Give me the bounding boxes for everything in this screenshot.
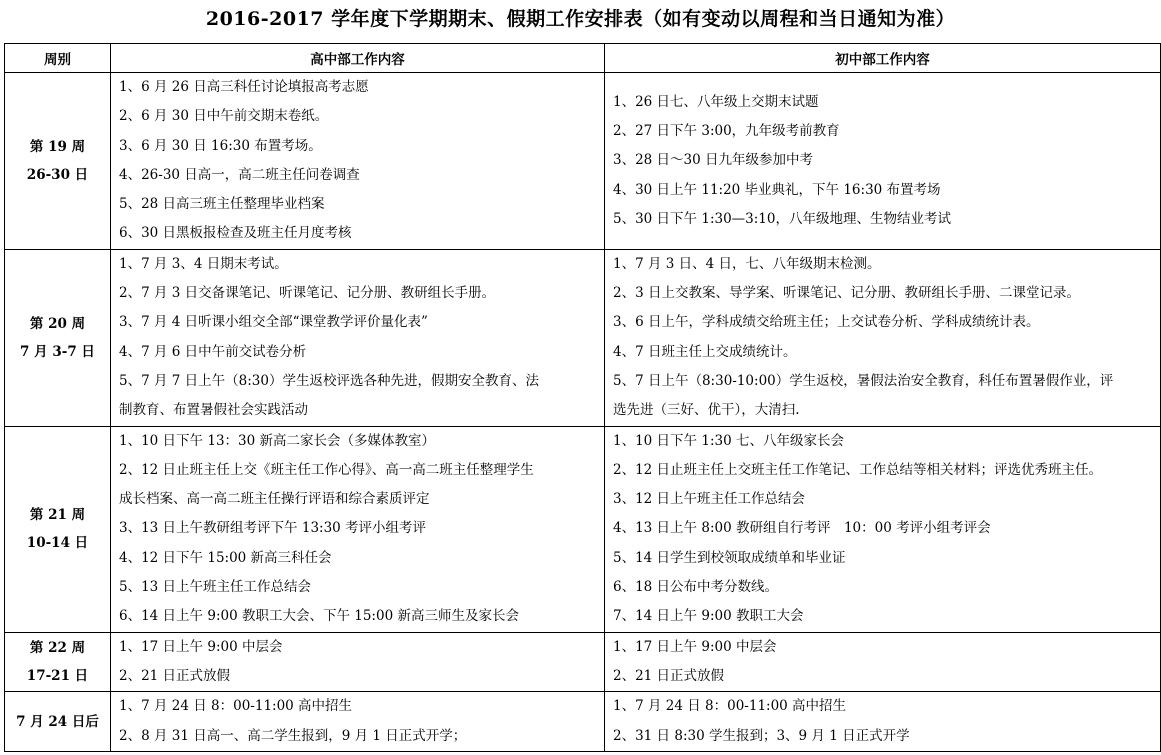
- senior-cell: [111, 73, 605, 250]
- list-item: 2、8 月 31 日高一、高二学生报到，9 月 1 日正式开学；: [119, 727, 467, 744]
- list-item: 6、14 日上午 9:00 教职工大会、下午 15:00 新高三师生及家长会: [119, 608, 519, 625]
- list-item: 2、6 月 30 日中午前交期末卷纸。: [119, 108, 329, 125]
- week-cell: [5, 73, 111, 250]
- list-item: 1、17 日上午 9:00 中层会: [613, 638, 777, 655]
- list-item: 5、7 日上午（8:30-10:00）学生返校，暑假法治安全教育，科任布置暑假作业，评: [613, 372, 1114, 389]
- junior-cell: [605, 426, 1161, 632]
- week-label: 7 月 24 日后: [16, 713, 99, 730]
- list-item: 5、14 日学生到校领取成绩单和毕业证: [613, 549, 846, 566]
- senior-cell: [111, 692, 605, 752]
- week-cell: [5, 632, 111, 692]
- week-dates: 7 月 3-7 日: [20, 343, 95, 360]
- header-week: 周别: [5, 44, 111, 73]
- list-item: 成长档案、高一高二班主任操行评语和综合素质评定: [119, 491, 430, 508]
- list-item: 1、7 月 3、4 日期末考试。: [119, 255, 288, 272]
- list-item: 4、26-30 日高一，高二班主任问卷调查: [119, 166, 360, 183]
- list-item: 1、7 月 24 日 8：00-11:00 高中招生: [613, 698, 847, 715]
- list-item: 3、6 月 30 日 16:30 布置考场。: [119, 137, 322, 154]
- list-item: 1、6 月 26 日高三科任讨论填报高考志愿: [119, 79, 369, 95]
- week-dates: 26-30 日: [26, 166, 89, 183]
- list-item: 1、7 月 3 日、4 日，七、八年级期末检测。: [613, 255, 881, 272]
- list-item: 2、27 日下午 3:00，九年级考前教育: [613, 122, 840, 139]
- week-dates: 10-14 日: [26, 535, 89, 552]
- list-item: 1、10 日下午 1:30 七、八年级家长会: [613, 432, 844, 449]
- list-item: 2、21 日正式放假: [119, 667, 231, 684]
- week-label: 第 19 周: [29, 138, 86, 155]
- list-item: 4、7 日班主任上交成绩统计。: [613, 343, 797, 360]
- list-item: 6、30 日黑板报检查及班主任月度考核: [119, 225, 352, 242]
- list-item: 2、7 月 3 日交备课笔记、听课笔记、记分册、教研组长手册。: [119, 285, 496, 302]
- table-row: [5, 692, 1161, 752]
- list-item: 2、3 日上交教案、导学案、听课笔记、记分册、教研组长手册、二课堂记录。: [613, 285, 1080, 302]
- list-item: 1、26 日七、八年级上交期末试题: [613, 93, 819, 110]
- week-label: 第 20 周: [29, 315, 86, 332]
- list-item: 4、7 月 6 日中午前交试卷分析: [119, 343, 307, 360]
- senior-cell: [111, 426, 605, 632]
- list-item: 4、13 日上午 8:00 教研组自行考评 10：00 考评小组考评会: [613, 520, 991, 537]
- list-item: 1、10 日下午 13：30 新高二家长会（多媒体教室）: [119, 432, 435, 449]
- header-junior: 初中部工作内容: [605, 44, 1161, 73]
- junior-cell: [605, 73, 1161, 250]
- schedule-table: [4, 43, 1161, 752]
- list-item: 3、12 日上午班主任工作总结会: [613, 491, 806, 508]
- week-label: 第 22 周: [29, 639, 86, 656]
- list-item: 3、6 日上午，学科成绩交给班主任；上交试卷分析、学科成绩统计表。: [613, 314, 1040, 331]
- senior-cell: [111, 249, 605, 426]
- list-item: 3、7 月 4 日听课小组交全部“课堂教学评价量化表”: [119, 314, 428, 331]
- page-title: 2016-2017 学年度下学期期末、假期工作安排表（如有变动以周程和当日通知为准）: [205, 8, 956, 30]
- week-dates: 17-21 日: [26, 667, 89, 684]
- table-row: [5, 632, 1161, 692]
- list-item: 3、28 日～30 日九年级参加中考: [613, 152, 814, 169]
- junior-cell: [605, 249, 1161, 426]
- senior-cell: [111, 632, 605, 692]
- list-item: 7、14 日上午 9:00 教职工大会: [613, 608, 804, 625]
- list-item: 制教育、布置暑假社会实践活动: [119, 402, 308, 419]
- junior-cell: [605, 692, 1161, 752]
- list-item: 1、17 日上午 9:00 中层会: [119, 638, 283, 655]
- list-item: 2、12 日止班主任上交《班主任工作心得》、高一高二班主任整理学生: [119, 461, 534, 478]
- list-item: 5、28 日高三班主任整理毕业档案: [119, 196, 325, 213]
- week-label: 第 21 周: [29, 507, 86, 524]
- table-row: [5, 73, 1161, 250]
- list-item: 2、21 日正式放假: [613, 667, 725, 684]
- list-item: 2、12 日止班主任上交班主任工作笔记、工作总结等相关材料；评选优秀班主任。: [613, 461, 1103, 478]
- junior-cell: [605, 632, 1161, 692]
- list-item: 5、7 月 7 日上午（8:30）学生返校评选各种先进，假期安全教育、法: [119, 372, 539, 389]
- week-cell: [5, 249, 111, 426]
- list-item: 1、7 月 24 日 8：00-11:00 高中招生: [119, 698, 353, 715]
- list-item: 6、18 日公布中考分数线。: [613, 579, 779, 596]
- table-row: [5, 426, 1161, 632]
- list-item: 4、30 日上午 11:20 毕业典礼，下午 16:30 布置考场: [613, 181, 941, 198]
- list-item: 3、13 日上午教研组考评下午 13:30 考评小组考评: [119, 520, 427, 537]
- list-item: 4、12 日下午 15:00 新高三科任会: [119, 549, 332, 566]
- week-cell: [5, 426, 111, 632]
- table-row: [5, 249, 1161, 426]
- list-item: 5、13 日上午班主任工作总结会: [119, 579, 312, 596]
- header-row: [5, 44, 1161, 73]
- list-item: 2、31 日 8:30 学生报到；3、9 月 1 日正式开学: [613, 727, 910, 744]
- week-cell: [5, 692, 111, 752]
- header-senior: 高中部工作内容: [111, 44, 605, 73]
- list-item: 选先进（三好、优干），大清扫.: [613, 402, 800, 419]
- list-item: 5、30 日下午 1:30—3:10，八年级地理、生物结业考试: [613, 210, 951, 227]
